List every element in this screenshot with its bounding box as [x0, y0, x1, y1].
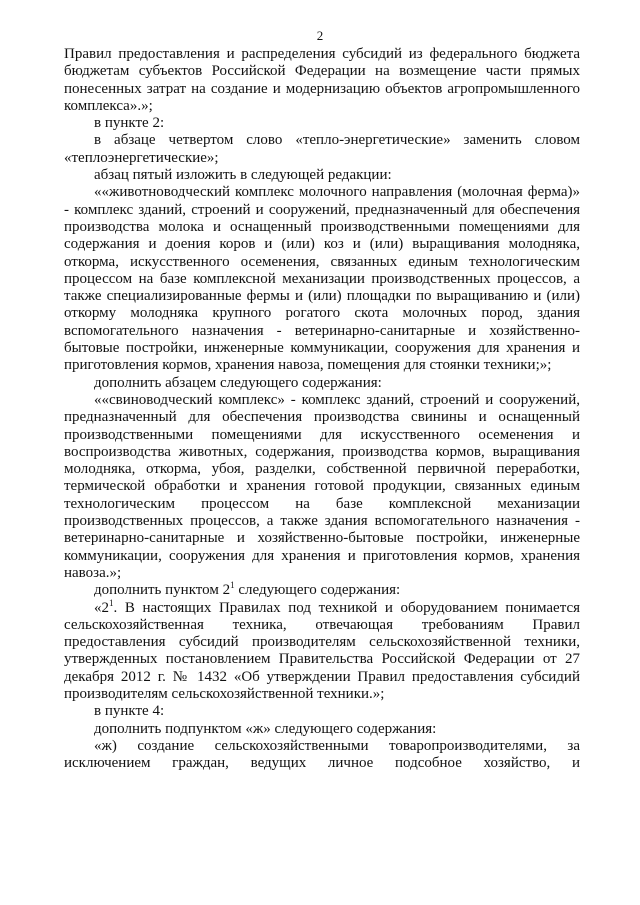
superscript: 1 — [109, 597, 114, 608]
paragraph-para-4: в абзаце четвертом слово «тепло-энергетические» заменить словом «теплоэнергетические»; — [64, 132, 580, 166]
paragraph-dairy-complex: ««животноводческий комплекс молочного направления (молочная ферма)» - комплекс зданий, строений и сооружений, предназначенный для обеспечения производства молока и оснащенный производственными помещениями для содержания и доения коров и (или) коз и (или) выращивания молодняка, откорма, искусственного осеменения, связанных единым технологическим процессом на базе комплексной механизации производственных процессов, а также специализированные фермы и (или) площадки по выращиванию и (или) откорму молодняка крупного рогатого скота молочных пород, здания вспомогательного назначения - ветеринарно-санитарные и хозяйственно-бытовые постройки, инженерные коммуникации, сооружения для хранения и приготовления кормов, хранения навоза, помещения для стоянки техники;»; — [64, 184, 580, 374]
paragraph-item-2: в пункте 2: — [94, 115, 165, 132]
paragraph-add-intro: дополнить абзацем следующего содержания: — [94, 374, 382, 391]
paragraph-para-5-intro: абзац пятый изложить в следующей редакции: — [94, 167, 392, 184]
paragraph-add-subitem-zh: дополнить подпунктом «ж» следующего содержания: — [94, 720, 437, 737]
page-number: 2 — [316, 28, 324, 43]
paragraph-add-item-2-1 — [64, 582, 580, 599]
paragraph-intro: Правил предоставления и распределения субсидий из федерального бюджета бюджетам субъектов Российской Федерации на возмещение части прямых понесенных затрат на создание и модернизацию объектов агропромышленного комплекса».»; — [64, 46, 580, 114]
paragraph-pig-complex: ««свиноводческий комплекс» - комплекс зданий, строений и сооружений, предназначенный для обеспечения производства свинины и оснащенный производственными помещениями для искусственного осеменения и воспроизводства животных, содержания, производства кормов, выращивания молодняка, откорма, убоя, разделки, собственной первичной переработки, термической обработки и хранения готовой продукции, связанных единым технологическим процессом на базе комплексной механизации производственных процессов, а также здания вспомогательного назначения - ветеринарно-санитарные и хозяйственно-бытовые постройки, инженерные коммуникации, сооружения для хранения и приготовления кормов, хранения навоза.»; — [64, 391, 580, 581]
paragraph-subitem-zh: «ж) создание сельскохозяйственными товаропроизводителями, за исключением граждан, ведущих личное подсобное хозяйство, и — [64, 737, 580, 772]
text-segment: «2 — [94, 599, 109, 616]
text-segment: . В настоящих Правилах под техникой и оборудованием понимается сельскохозяйственная техника, отвечающая требованиям Правил предоставления субсидий производителям сельскохозяйственной техники, утвержденных постановлением Правительства Российской Федерации от 27 декабря 2012 г. № 1432 «Об утверждении Правил предоставления субсидий производителям сельскохозяйственной техники.»; — [64, 599, 580, 702]
superscript: 1 — [230, 580, 235, 591]
paragraph-item-4: в пункте 4: — [94, 703, 165, 720]
text-segment: дополнить пунктом 2 — [94, 582, 231, 599]
paragraph-item-2-1 — [64, 597, 580, 704]
document-body — [64, 46, 580, 772]
text-segment: следующего содержания: — [234, 582, 401, 599]
